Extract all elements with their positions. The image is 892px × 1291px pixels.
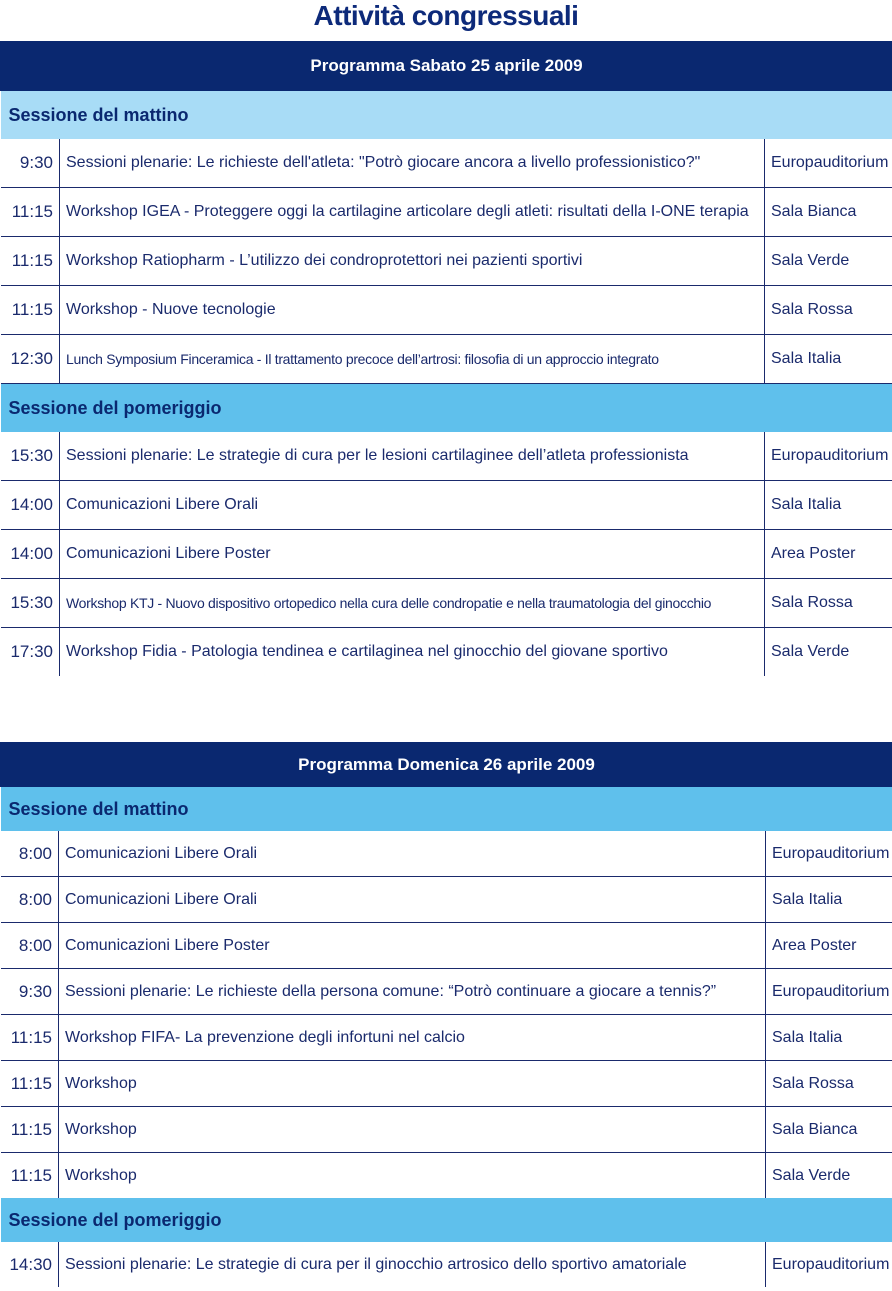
session-description: Workshop Ratiopharm - L’utilizzo dei condroprotettori nei pazienti sportivi xyxy=(60,237,765,286)
session-description: Comunicazioni Libere Orali xyxy=(59,877,766,923)
session-description: Comunicazioni Libere Poster xyxy=(60,530,765,579)
session-room: Sala Bianca xyxy=(766,1107,892,1153)
session-time: 11:15 xyxy=(1,237,60,286)
session-time: 12:30 xyxy=(1,335,60,384)
session-room: Sala Bianca xyxy=(765,188,892,237)
session-description: Workshop xyxy=(59,1153,766,1199)
session-room: Sala Rossa xyxy=(766,1061,892,1107)
table-row xyxy=(1,530,892,579)
session-description: Workshop KTJ - Nuovo dispositivo ortopedico nella cura delle condropatie e nella traumatologia del ginocchio xyxy=(60,579,765,628)
schedule-table-sunday xyxy=(0,742,892,1287)
table-row xyxy=(1,335,892,384)
table-row xyxy=(1,188,892,237)
table-row xyxy=(1,1153,892,1199)
table-row xyxy=(1,579,892,628)
session-time: 8:00 xyxy=(1,831,59,877)
session-time: 8:00 xyxy=(1,923,59,969)
table-row xyxy=(1,969,892,1015)
table-row xyxy=(1,286,892,335)
session-time: 11:15 xyxy=(1,1015,59,1061)
session-time: 11:15 xyxy=(1,286,60,335)
session-room: Sala Rossa xyxy=(765,286,892,335)
session-description: Comunicazioni Libere Poster xyxy=(59,923,766,969)
table-row xyxy=(1,1015,892,1061)
session-description: Workshop Fidia - Patologia tendinea e cartilaginea nel ginocchio del giovane sportivo xyxy=(60,628,765,677)
table-row xyxy=(1,628,892,677)
session-title: Sessione del mattino xyxy=(1,91,892,140)
session-time: 15:30 xyxy=(1,432,60,481)
session-description: Workshop xyxy=(59,1107,766,1153)
session-time: 14:00 xyxy=(1,481,60,530)
session-time: 15:30 xyxy=(1,579,60,628)
session-header xyxy=(1,91,892,140)
table-row xyxy=(1,432,892,481)
session-header xyxy=(1,787,892,832)
session-header xyxy=(1,1198,892,1242)
session-room: Sala Italia xyxy=(765,335,892,384)
table-row xyxy=(1,1107,892,1153)
session-description: Workshop xyxy=(59,1061,766,1107)
session-room: Sala Italia xyxy=(765,481,892,530)
day-header xyxy=(1,42,892,91)
session-time: 11:15 xyxy=(1,1107,59,1153)
schedule-table-saturday xyxy=(0,41,892,676)
session-room: Europauditorium xyxy=(766,969,892,1015)
session-room: Sala Verde xyxy=(771,643,850,660)
session-room: Sala Verde xyxy=(765,237,892,286)
session-time: 9:30 xyxy=(1,139,60,188)
table-row xyxy=(1,923,892,969)
session-room: Europauditorium xyxy=(765,139,892,188)
session-description: Sessioni plenarie: Le strategie di cura per il ginocchio artrosico dello sportivo amatoriale xyxy=(59,1242,766,1287)
table-row xyxy=(1,139,892,188)
session-title: Sessione del mattino xyxy=(1,787,892,832)
session-time: 14:00 xyxy=(1,530,60,579)
session-time: 11:15 xyxy=(1,188,60,237)
session-description: Comunicazioni Libere Orali xyxy=(60,481,765,530)
session-room: Sala Rossa xyxy=(765,579,892,628)
session-time: 11:15 xyxy=(1,1061,59,1107)
session-description: Sessioni plenarie: Le richieste dell'atleta: "Potrò giocare ancora a livello professionistico?" xyxy=(60,139,765,188)
table-row xyxy=(1,1242,892,1287)
table-row xyxy=(1,481,892,530)
session-time: 8:00 xyxy=(1,877,59,923)
session-room: Sala Verde xyxy=(772,1166,851,1184)
day-header-title: Programma Sabato 25 aprile 2009 xyxy=(1,42,892,91)
table-row xyxy=(1,877,892,923)
session-room: Area Poster xyxy=(765,530,892,579)
session-title: Sessione del pomeriggio xyxy=(1,384,892,433)
day-header xyxy=(1,743,892,787)
session-room: Europauditorium xyxy=(766,831,892,877)
page-title: Attività congressuali xyxy=(313,0,579,31)
session-room: Europauditorium xyxy=(772,1255,890,1273)
session-description: Workshop - Nuove tecnologie xyxy=(60,286,765,335)
session-description: Lunch Symposium Finceramica - Il trattamento precoce dell’artrosi: filosofia di un approccio integrato xyxy=(60,335,765,384)
session-room: Sala Italia xyxy=(766,877,892,923)
session-time: 17:30 xyxy=(1,628,60,677)
table-row xyxy=(1,831,892,877)
session-time: 9:30 xyxy=(1,969,59,1015)
session-header xyxy=(1,384,892,433)
day-header-title: Programma Domenica 26 aprile 2009 xyxy=(1,743,892,787)
session-title: Sessione del pomeriggio xyxy=(1,1198,892,1242)
session-room: Europauditorium xyxy=(765,432,892,481)
session-description: Workshop IGEA - Proteggere oggi la cartilagine articolare degli atleti: risultati della I-ONE terapia xyxy=(60,188,765,237)
session-room: Area Poster xyxy=(766,923,892,969)
table-row xyxy=(1,237,892,286)
session-time: 11:15 xyxy=(1,1153,59,1199)
session-description: Sessioni plenarie: Le strategie di cura per le lesioni cartilaginee dell’atleta professionista xyxy=(60,432,765,481)
session-description: Workshop FIFA- La prevenzione degli infortuni nel calcio xyxy=(59,1015,766,1061)
session-room: Sala Italia xyxy=(766,1015,892,1061)
session-time: 14:30 xyxy=(1,1242,59,1287)
table-row xyxy=(1,1061,892,1107)
session-description: Comunicazioni Libere Orali xyxy=(59,831,766,877)
session-description: Sessioni plenarie: Le richieste della persona comune: “Potrò continuare a giocare a tennis?” xyxy=(59,969,766,1015)
